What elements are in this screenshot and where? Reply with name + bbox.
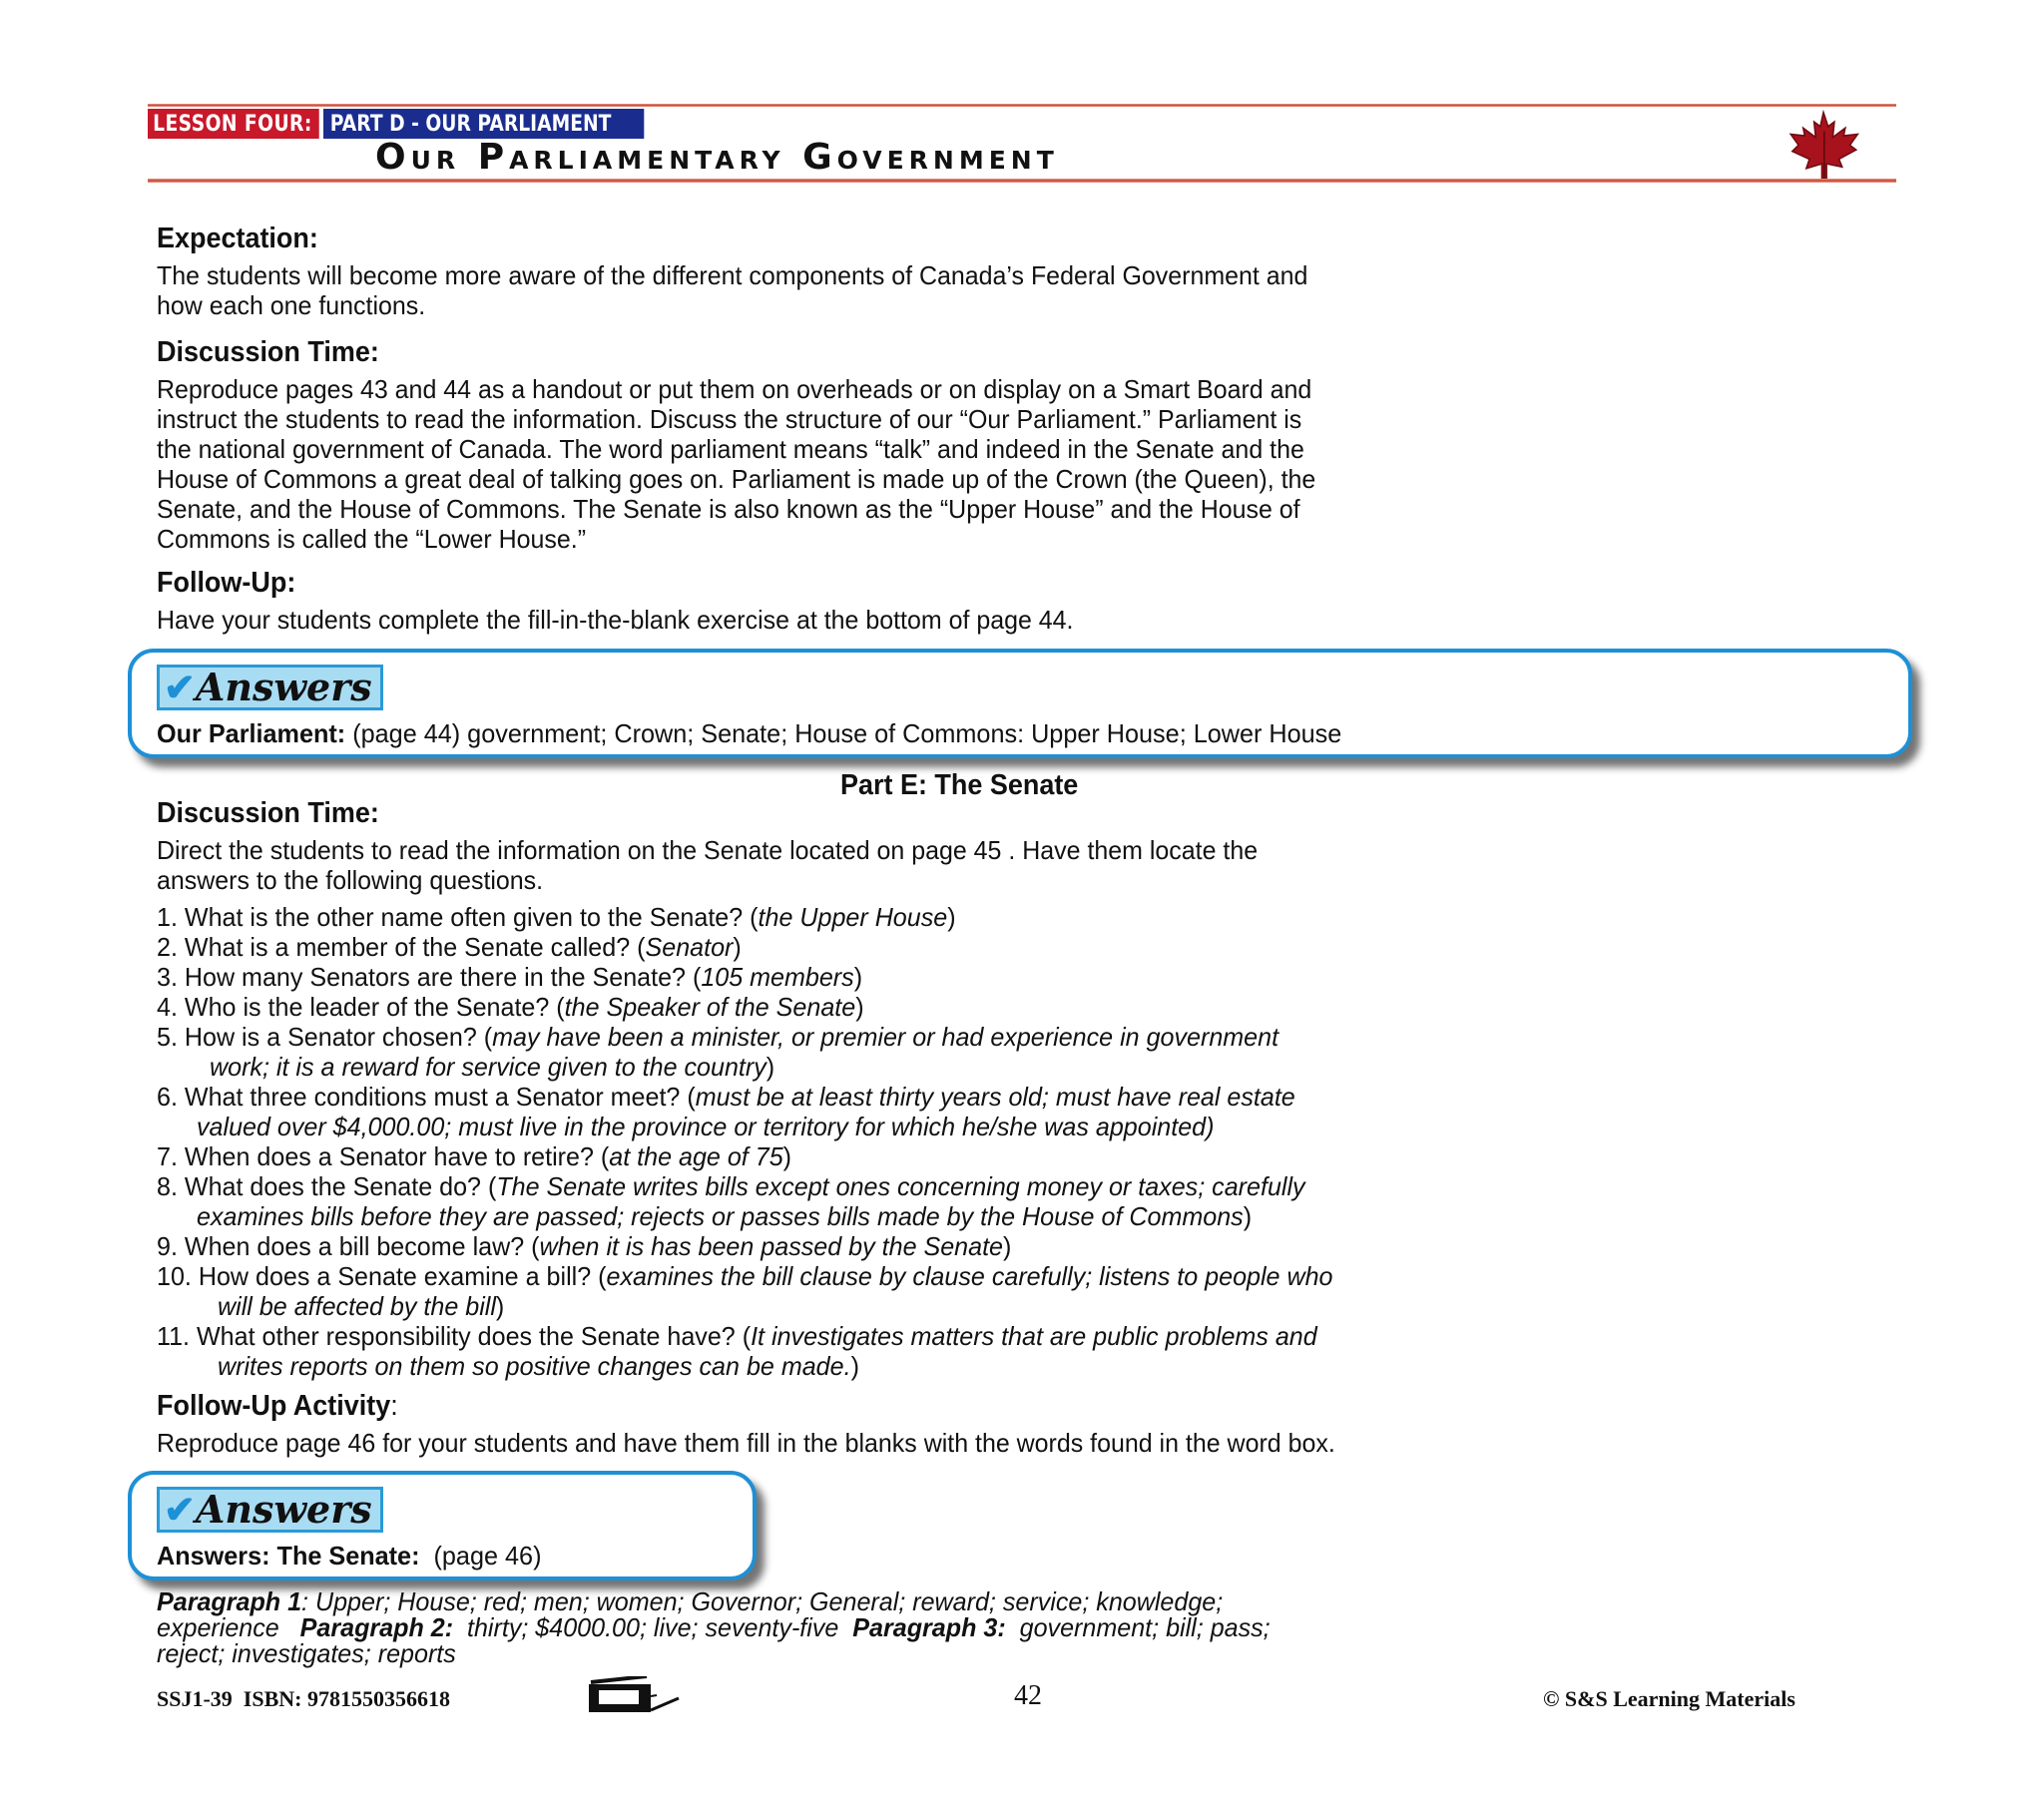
question-item: 7. When does a Senator have to retire? (at the age of 75): [157, 1141, 792, 1171]
question-item-continuation: writes reports on them so positive changes can be made.): [218, 1351, 859, 1381]
question-item-continuation: will be affected by the bill): [218, 1291, 505, 1321]
part-e-title: Part E: The Senate: [840, 769, 1079, 801]
question-item-continuation: work; it is a reward for service given to the country): [210, 1052, 775, 1082]
question-item: 3. How many Senators are there in the Senate? (105 members): [157, 962, 863, 992]
header-rule-bottom: [148, 179, 1896, 183]
discussion-heading: Discussion Time:: [157, 336, 379, 368]
paragraph-answers-line: reject; investigates; reports: [157, 1638, 456, 1668]
discussion-line: Commons is called the “Lower House.”: [157, 524, 587, 554]
expectation-text-line: The students will become more aware of the different components of Canada’s Federal Government and: [157, 260, 1308, 290]
question-item: 11. What other responsibility does the Senate have? (It investigates matters that are public problems and: [157, 1321, 1317, 1351]
footer-copyright: © S&S Learning Materials: [1543, 1686, 1795, 1711]
maple-leaf-icon: [1785, 108, 1862, 186]
question-item: 8. What does the Senate do? (The Senate writes bills except ones concerning money or taxes; carefully: [157, 1171, 1305, 1201]
expectation-heading: Expectation:: [157, 223, 318, 254]
question-item: 1. What is the other name often given to the Senate? (the Upper House): [157, 902, 956, 932]
part-label: PART D - OUR PARLIAMENT: [323, 109, 644, 139]
answers-label: Answers: The Senate:: [157, 1541, 420, 1571]
answers-badge-label: Answers: [195, 665, 372, 709]
question-item: 2. What is a member of the Senate called? (Senator): [157, 932, 742, 962]
lesson-header: [148, 104, 1896, 186]
photocopier-icon: [589, 1676, 705, 1712]
answers-badge: [157, 1487, 383, 1533]
page-number: 42: [1014, 1680, 1042, 1711]
followup-activity-heading: Follow-Up Activity:: [157, 1390, 398, 1422]
discussion-line: Reproduce pages 43 and 44 as a handout or put them on overheads or on display on a Smart Board and: [157, 374, 1312, 404]
answers-badge: [157, 665, 383, 710]
footer-isbn: SSJ1-39 ISBN: 9781550356618: [157, 1686, 450, 1711]
discussion-line: Senate, and the House of Commons. The Senate is also known as the “Upper House” and the House of: [157, 494, 1300, 524]
question-item: 9. When does a bill become law? (when it is has been passed by the Senate): [157, 1231, 1012, 1261]
answers-page: (page 46): [419, 1541, 542, 1571]
paragraph-answers-line: Paragraph 1: Upper; House; red; men; women; Governor; General; reward; service; knowledge;: [157, 1586, 1224, 1616]
question-item: 6. What three conditions must a Senator meet? (must be at least thirty years old; must have real estate: [157, 1082, 1295, 1112]
discussion-line: the national government of Canada. The word parliament means “talk” and indeed in the Senate and the: [157, 434, 1304, 464]
answers-label: Our Parliament:: [157, 718, 346, 748]
question-item: 10. How does a Senate examine a bill? (examines the bill clause by clause carefully; listens to people who: [157, 1261, 1333, 1291]
question-item-continuation: valued over $4,000.00; must live in the province or territory for which he/she was appointed): [197, 1112, 1215, 1141]
expectation-text-line: how each one functions.: [157, 290, 426, 320]
header-rule-top: [148, 104, 1896, 107]
page-title: Our Parliamentary Government: [375, 137, 1059, 178]
checkmark-icon: ✔: [164, 1487, 196, 1532]
discussion-heading: Discussion Time:: [157, 797, 379, 829]
question-item: 4. Who is the leader of the Senate? (the Speaker of the Senate): [157, 992, 864, 1022]
answers-senate-line: [157, 1541, 541, 1571]
question-item: 5. How is a Senator chosen? (may have been a minister, or premier or had experience in government: [157, 1022, 1279, 1052]
lesson-label: LESSON FOUR:: [148, 109, 319, 139]
answers-text: (page 44) government; Crown; Senate; House of Commons: Upper House; Lower House: [345, 718, 1342, 748]
checkmark-icon: ✔: [164, 665, 196, 709]
followup-heading: Follow-Up:: [157, 567, 296, 599]
discussion-line: answers to the following questions.: [157, 865, 544, 895]
answers-badge-label: Answers: [195, 1487, 372, 1532]
paragraph-answers-line: experience Paragraph 2: thirty; $4000.00; live; seventy-five Paragraph 3: government; bill; pass;: [157, 1612, 1271, 1642]
answers-parliament-line: [157, 718, 1341, 748]
lesson-tag: [148, 109, 701, 139]
discussion-line: House of Commons a great deal of talking goes on. Parliament is made up of the Crown (the Queen), the: [157, 464, 1316, 494]
discussion-line: Direct the students to read the information on the Senate located on page 45 . Have them locate the: [157, 835, 1259, 865]
followup-text: Have your students complete the fill-in-the-blank exercise at the bottom of page 44.: [157, 605, 1074, 635]
question-item-continuation: examines bills before they are passed; rejects or passes bills made by the House of Commons): [197, 1201, 1253, 1231]
followup-activity-text: Reproduce page 46 for your students and have them fill in the blanks with the words found in the word box.: [157, 1428, 1335, 1458]
discussion-line: instruct the students to read the information. Discuss the structure of our “Our Parliament.” Parliament is: [157, 404, 1302, 434]
